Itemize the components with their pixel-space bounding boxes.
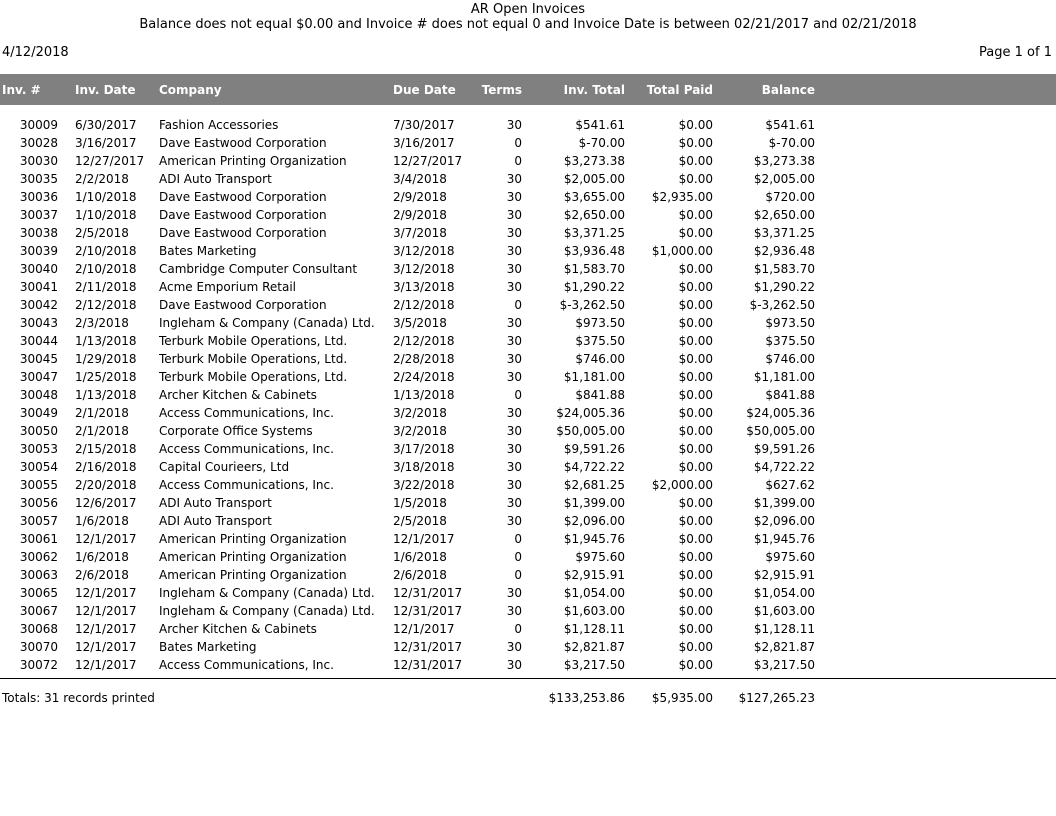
- cell-due-date: 1/5/2018: [393, 496, 447, 510]
- cell-inv-total: $541.61: [575, 118, 625, 132]
- cell-terms: 30: [506, 280, 522, 294]
- cell-total-paid: $0.00: [678, 280, 713, 294]
- cell-inv: 30047: [19, 370, 58, 384]
- cell-terms: 30: [506, 478, 522, 492]
- cell-inv-total: $1,128.11: [563, 622, 625, 636]
- cell-company: American Printing Organization: [159, 550, 347, 564]
- totals-total-paid: $5,935.00: [651, 691, 713, 705]
- cell-inv-total: $1,399.00: [563, 496, 625, 510]
- cell-inv-date: 2/11/2018: [75, 280, 137, 294]
- cell-company: Terburk Mobile Operations, Ltd.: [159, 370, 348, 384]
- cell-inv: 30044: [19, 334, 58, 348]
- cell-balance: $720.00: [765, 190, 815, 204]
- cell-inv: 30028: [19, 136, 58, 150]
- cell-company: Access Communications, Inc.: [159, 658, 334, 672]
- cell-company: Terburk Mobile Operations, Ltd.: [159, 334, 348, 348]
- cell-inv-date: 2/10/2018: [75, 262, 137, 276]
- cell-inv-date: 2/16/2018: [75, 460, 137, 474]
- cell-inv-total: $1,583.70: [563, 262, 625, 276]
- cell-company: Ingleham & Company (Canada) Ltd.: [159, 586, 375, 600]
- cell-inv-total: $4,722.22: [563, 460, 625, 474]
- cell-due-date: 2/9/2018: [393, 190, 447, 204]
- cell-terms: 30: [506, 226, 522, 240]
- cell-company: Archer Kitchen & Cabinets: [159, 622, 317, 636]
- cell-company: Dave Eastwood Corporation: [159, 190, 327, 204]
- cell-inv: 30039: [19, 244, 58, 258]
- cell-inv-total: $3,273.38: [563, 154, 625, 168]
- cell-total-paid: $0.00: [678, 622, 713, 636]
- cell-due-date: 3/18/2018: [393, 460, 455, 474]
- cell-total-paid: $0.00: [678, 658, 713, 672]
- column-header-terms: Terms: [481, 83, 522, 97]
- cell-inv: 30063: [19, 568, 58, 582]
- cell-inv: 30036: [19, 190, 58, 204]
- cell-due-date: 12/31/2017: [393, 640, 463, 654]
- report-filter-subtitle: Balance does not equal $0.00 and Invoice # does not equal 0 and Invoice Date is between 02/21/2017 and 02/21/2018: [139, 17, 917, 32]
- cell-balance: $1,399.00: [753, 496, 815, 510]
- cell-inv-date: 2/6/2018: [75, 568, 129, 582]
- table-row: [0, 188, 1056, 206]
- cell-inv-total: $746.00: [575, 352, 625, 366]
- cell-inv-total: $1,181.00: [563, 370, 625, 384]
- cell-due-date: 2/5/2018: [393, 514, 447, 528]
- cell-total-paid: $0.00: [678, 532, 713, 546]
- cell-due-date: 3/5/2018: [393, 316, 447, 330]
- cell-balance: $1,603.00: [753, 604, 815, 618]
- cell-total-paid: $0.00: [678, 640, 713, 654]
- cell-total-paid: $0.00: [678, 424, 713, 438]
- cell-inv-date: 2/12/2018: [75, 298, 137, 312]
- cell-inv-total: $3,217.50: [563, 658, 625, 672]
- cell-total-paid: $0.00: [678, 406, 713, 420]
- table-row: [0, 440, 1056, 458]
- cell-inv: 30053: [19, 442, 58, 456]
- cell-inv: 30067: [19, 604, 58, 618]
- cell-inv: 30068: [19, 622, 58, 636]
- cell-inv-total: $2,096.00: [563, 514, 625, 528]
- cell-company: American Printing Organization: [159, 154, 347, 168]
- cell-terms: 30: [506, 406, 522, 420]
- cell-company: Ingleham & Company (Canada) Ltd.: [159, 604, 375, 618]
- cell-total-paid: $0.00: [678, 172, 713, 186]
- cell-terms: 30: [506, 316, 522, 330]
- cell-due-date: 3/16/2017: [393, 136, 455, 150]
- cell-inv: 30057: [19, 514, 58, 528]
- table-row: [0, 494, 1056, 512]
- table-row: [0, 278, 1056, 296]
- cell-total-paid: $0.00: [678, 154, 713, 168]
- cell-inv-date: 12/1/2017: [75, 604, 137, 618]
- cell-inv-total: $2,650.00: [563, 208, 625, 222]
- cell-balance: $-3,262.50: [749, 298, 815, 312]
- cell-inv: 30062: [19, 550, 58, 564]
- cell-inv: 30061: [19, 532, 58, 546]
- cell-due-date: 2/12/2018: [393, 334, 455, 348]
- cell-terms: 30: [506, 190, 522, 204]
- cell-terms: 30: [506, 658, 522, 672]
- cell-inv-date: 1/29/2018: [75, 352, 137, 366]
- cell-total-paid: $0.00: [678, 514, 713, 528]
- cell-balance: $2,005.00: [753, 172, 815, 186]
- cell-terms: 0: [514, 298, 522, 312]
- cell-inv-date: 12/1/2017: [75, 658, 137, 672]
- table-row: [0, 206, 1056, 224]
- cell-inv-total: $975.60: [575, 550, 625, 564]
- cell-total-paid: $0.00: [678, 352, 713, 366]
- cell-inv: 30038: [19, 226, 58, 240]
- cell-balance: $746.00: [765, 352, 815, 366]
- table-row: [0, 530, 1056, 548]
- cell-inv-total: $3,371.25: [563, 226, 625, 240]
- cell-company: Access Communications, Inc.: [159, 406, 334, 420]
- cell-terms: 0: [514, 532, 522, 546]
- cell-inv: 30050: [19, 424, 58, 438]
- cell-terms: 30: [506, 334, 522, 348]
- cell-inv: 30048: [19, 388, 58, 402]
- cell-balance: $3,371.25: [753, 226, 815, 240]
- cell-total-paid: $0.00: [678, 442, 713, 456]
- cell-terms: 30: [506, 460, 522, 474]
- table-row: [0, 350, 1056, 368]
- cell-inv: 30045: [19, 352, 58, 366]
- invoice-table-body: [0, 116, 1056, 674]
- column-header-due-date: Due Date: [393, 83, 456, 97]
- cell-due-date: 3/4/2018: [393, 172, 447, 186]
- cell-due-date: 12/31/2017: [393, 658, 463, 672]
- cell-due-date: 2/9/2018: [393, 208, 447, 222]
- cell-company: Dave Eastwood Corporation: [159, 208, 327, 222]
- cell-due-date: 2/24/2018: [393, 370, 455, 384]
- cell-balance: $1,054.00: [753, 586, 815, 600]
- cell-inv-date: 2/10/2018: [75, 244, 137, 258]
- cell-inv-date: 3/16/2017: [75, 136, 137, 150]
- cell-due-date: 3/12/2018: [393, 262, 455, 276]
- table-row: [0, 296, 1056, 314]
- cell-inv-date: 12/1/2017: [75, 622, 137, 636]
- cell-balance: $1,945.76: [753, 532, 815, 546]
- cell-inv: 30056: [19, 496, 58, 510]
- cell-terms: 0: [514, 550, 522, 564]
- column-header-total-paid: Total Paid: [646, 83, 713, 97]
- cell-balance: $375.50: [765, 334, 815, 348]
- cell-inv-date: 6/30/2017: [75, 118, 137, 132]
- cell-company: Dave Eastwood Corporation: [159, 226, 327, 240]
- table-row: [0, 260, 1056, 278]
- cell-balance: $-70.00: [768, 136, 815, 150]
- column-header-inv: Inv. #: [2, 83, 41, 97]
- cell-total-paid: $0.00: [678, 604, 713, 618]
- cell-inv: 30009: [19, 118, 58, 132]
- cell-company: Archer Kitchen & Cabinets: [159, 388, 317, 402]
- cell-inv-date: 2/15/2018: [75, 442, 137, 456]
- cell-due-date: 12/31/2017: [393, 604, 463, 618]
- cell-company: Dave Eastwood Corporation: [159, 298, 327, 312]
- cell-inv-total: $2,681.25: [563, 478, 625, 492]
- cell-company: ADI Auto Transport: [159, 172, 272, 186]
- cell-inv: 30070: [19, 640, 58, 654]
- cell-terms: 30: [506, 172, 522, 186]
- cell-inv-date: 1/10/2018: [75, 190, 137, 204]
- cell-inv: 30065: [19, 586, 58, 600]
- cell-due-date: 3/22/2018: [393, 478, 455, 492]
- cell-terms: 0: [514, 154, 522, 168]
- table-row: [0, 242, 1056, 260]
- table-row: [0, 224, 1056, 242]
- table-row: [0, 116, 1056, 134]
- cell-inv-date: 12/6/2017: [75, 496, 137, 510]
- cell-terms: 30: [506, 352, 522, 366]
- cell-balance: $1,181.00: [753, 370, 815, 384]
- report-title: AR Open Invoices: [470, 2, 586, 17]
- cell-company: Cambridge Computer Consultant: [159, 262, 358, 276]
- cell-company: Access Communications, Inc.: [159, 478, 334, 492]
- cell-company: Bates Marketing: [159, 244, 257, 258]
- cell-inv-total: $1,945.76: [563, 532, 625, 546]
- cell-inv-date: 12/1/2017: [75, 640, 137, 654]
- cell-due-date: 3/17/2018: [393, 442, 455, 456]
- cell-inv-total: $-3,262.50: [559, 298, 625, 312]
- table-row: [0, 386, 1056, 404]
- cell-inv-total: $375.50: [575, 334, 625, 348]
- column-header-inv-total: Inv. Total: [563, 83, 625, 97]
- table-row: [0, 548, 1056, 566]
- cell-terms: 30: [506, 208, 522, 222]
- cell-total-paid: $0.00: [678, 118, 713, 132]
- cell-terms: 30: [506, 442, 522, 456]
- cell-total-paid: $0.00: [678, 208, 713, 222]
- column-header-company: Company: [159, 83, 222, 97]
- cell-total-paid: $1,000.00: [651, 244, 713, 258]
- cell-balance: $841.88: [765, 388, 815, 402]
- cell-total-paid: $0.00: [678, 388, 713, 402]
- cell-company: Access Communications, Inc.: [159, 442, 334, 456]
- cell-balance: $9,591.26: [753, 442, 815, 456]
- cell-company: Capital Courieers, Ltd: [159, 460, 290, 474]
- cell-inv-total: $3,936.48: [563, 244, 625, 258]
- cell-terms: 30: [506, 262, 522, 276]
- cell-balance: $2,096.00: [753, 514, 815, 528]
- cell-company: Terburk Mobile Operations, Ltd.: [159, 352, 348, 366]
- cell-balance: $3,273.38: [753, 154, 815, 168]
- print-date: 4/12/2018: [2, 45, 69, 60]
- cell-inv-date: 1/13/2018: [75, 388, 137, 402]
- totals-balance: $127,265.23: [738, 691, 815, 705]
- totals-inv-total: $133,253.86: [548, 691, 625, 705]
- totals-label: Totals: 31 records printed: [2, 691, 155, 705]
- cell-terms: 0: [514, 388, 522, 402]
- cell-inv-date: 12/1/2017: [75, 532, 137, 546]
- cell-company: Corporate Office Systems: [159, 424, 313, 438]
- cell-company: Bates Marketing: [159, 640, 257, 654]
- column-header-balance: Balance: [761, 83, 815, 97]
- cell-terms: 30: [506, 604, 522, 618]
- cell-due-date: 2/12/2018: [393, 298, 455, 312]
- cell-balance: $2,936.48: [753, 244, 815, 258]
- cell-terms: 30: [506, 244, 522, 258]
- cell-inv-date: 2/1/2018: [75, 406, 129, 420]
- table-row: [0, 584, 1056, 602]
- cell-terms: 30: [506, 370, 522, 384]
- cell-total-paid: $0.00: [678, 370, 713, 384]
- cell-due-date: 2/28/2018: [393, 352, 455, 366]
- cell-due-date: 1/6/2018: [393, 550, 447, 564]
- cell-company: Dave Eastwood Corporation: [159, 136, 327, 150]
- cell-inv-date: 2/3/2018: [75, 316, 129, 330]
- cell-terms: 0: [514, 568, 522, 582]
- cell-terms: 30: [506, 514, 522, 528]
- table-row: [0, 602, 1056, 620]
- cell-inv-total: $1,603.00: [563, 604, 625, 618]
- cell-due-date: 3/2/2018: [393, 406, 447, 420]
- cell-inv: 30042: [19, 298, 58, 312]
- cell-due-date: 12/1/2017: [393, 622, 455, 636]
- cell-total-paid: $0.00: [678, 316, 713, 330]
- cell-inv-total: $24,005.36: [556, 406, 625, 420]
- cell-total-paid: $0.00: [678, 568, 713, 582]
- totals-row: [0, 689, 1056, 707]
- cell-inv-date: 12/27/2017: [75, 154, 145, 168]
- table-row: [0, 152, 1056, 170]
- cell-due-date: 2/6/2018: [393, 568, 447, 582]
- cell-inv: 30054: [19, 460, 58, 474]
- cell-balance: $1,290.22: [753, 280, 815, 294]
- cell-inv-total: $2,915.91: [563, 568, 625, 582]
- cell-total-paid: $0.00: [678, 298, 713, 312]
- cell-due-date: 12/27/2017: [393, 154, 463, 168]
- cell-inv: 30030: [19, 154, 58, 168]
- cell-total-paid: $0.00: [678, 496, 713, 510]
- cell-terms: 0: [514, 622, 522, 636]
- cell-company: ADI Auto Transport: [159, 514, 272, 528]
- table-row: [0, 620, 1056, 638]
- cell-inv-date: 2/5/2018: [75, 226, 129, 240]
- cell-inv-date: 2/2/2018: [75, 172, 129, 186]
- cell-balance: $2,821.87: [753, 640, 815, 654]
- cell-inv-date: 2/20/2018: [75, 478, 137, 492]
- cell-company: Fashion Accessories: [159, 118, 279, 132]
- cell-total-paid: $2,935.00: [651, 190, 713, 204]
- cell-inv: 30040: [19, 262, 58, 276]
- cell-inv-total: $1,290.22: [563, 280, 625, 294]
- cell-inv-total: $3,655.00: [563, 190, 625, 204]
- column-header-inv-date: Inv. Date: [75, 83, 136, 97]
- totals-divider: [0, 678, 1056, 679]
- cell-inv-total: $9,591.26: [563, 442, 625, 456]
- cell-inv-date: 1/6/2018: [75, 514, 129, 528]
- cell-total-paid: $0.00: [678, 226, 713, 240]
- cell-terms: 30: [506, 118, 522, 132]
- cell-inv-total: $-70.00: [578, 136, 625, 150]
- cell-due-date: 1/13/2018: [393, 388, 455, 402]
- table-row: [0, 638, 1056, 656]
- cell-due-date: 3/2/2018: [393, 424, 447, 438]
- cell-total-paid: $0.00: [678, 550, 713, 564]
- table-row: [0, 476, 1056, 494]
- cell-inv-total: $50,005.00: [556, 424, 625, 438]
- cell-total-paid: $0.00: [678, 334, 713, 348]
- cell-inv-date: 1/6/2018: [75, 550, 129, 564]
- table-row: [0, 368, 1056, 386]
- page-indicator: Page 1 of 1: [979, 45, 1052, 60]
- cell-total-paid: $0.00: [678, 262, 713, 276]
- table-row: [0, 422, 1056, 440]
- cell-inv: 30041: [19, 280, 58, 294]
- table-row: [0, 170, 1056, 188]
- cell-inv-total: $841.88: [575, 388, 625, 402]
- cell-due-date: 3/13/2018: [393, 280, 455, 294]
- table-row: [0, 656, 1056, 674]
- cell-balance: $50,005.00: [746, 424, 815, 438]
- cell-balance: $1,583.70: [753, 262, 815, 276]
- cell-terms: 30: [506, 640, 522, 654]
- cell-inv-date: 1/25/2018: [75, 370, 137, 384]
- table-row: [0, 332, 1056, 350]
- cell-total-paid: $2,000.00: [651, 478, 713, 492]
- cell-total-paid: $0.00: [678, 586, 713, 600]
- cell-company: Ingleham & Company (Canada) Ltd.: [159, 316, 375, 330]
- table-row: [0, 566, 1056, 584]
- cell-company: ADI Auto Transport: [159, 496, 272, 510]
- cell-inv-date: 2/1/2018: [75, 424, 129, 438]
- cell-due-date: 3/7/2018: [393, 226, 447, 240]
- cell-due-date: 7/30/2017: [393, 118, 455, 132]
- table-row: [0, 314, 1056, 332]
- cell-inv-date: 12/1/2017: [75, 586, 137, 600]
- cell-balance: $627.62: [765, 478, 815, 492]
- table-row: [0, 404, 1056, 422]
- cell-company: Acme Emporium Retail: [159, 280, 296, 294]
- table-row: [0, 458, 1056, 476]
- cell-balance: $1,128.11: [753, 622, 815, 636]
- cell-inv-date: 1/13/2018: [75, 334, 137, 348]
- cell-company: American Printing Organization: [159, 532, 347, 546]
- cell-inv-total: $2,821.87: [563, 640, 625, 654]
- cell-balance: $3,217.50: [753, 658, 815, 672]
- cell-company: American Printing Organization: [159, 568, 347, 582]
- cell-inv-total: $1,054.00: [563, 586, 625, 600]
- cell-total-paid: $0.00: [678, 460, 713, 474]
- cell-balance: $541.61: [765, 118, 815, 132]
- cell-inv-date: 1/10/2018: [75, 208, 137, 222]
- cell-inv: 30049: [19, 406, 58, 420]
- cell-terms: 0: [514, 136, 522, 150]
- cell-terms: 30: [506, 424, 522, 438]
- cell-terms: 30: [506, 586, 522, 600]
- cell-due-date: 12/31/2017: [393, 586, 463, 600]
- cell-balance: $975.60: [765, 550, 815, 564]
- cell-balance: $2,915.91: [753, 568, 815, 582]
- cell-inv: 30072: [19, 658, 58, 672]
- cell-terms: 30: [506, 496, 522, 510]
- cell-balance: $24,005.36: [746, 406, 815, 420]
- cell-inv: 30037: [19, 208, 58, 222]
- cell-inv: 30035: [19, 172, 58, 186]
- cell-balance: $4,722.22: [753, 460, 815, 474]
- cell-balance: $2,650.00: [753, 208, 815, 222]
- cell-inv-total: $2,005.00: [563, 172, 625, 186]
- table-row: [0, 512, 1056, 530]
- cell-inv: 30055: [19, 478, 58, 492]
- cell-due-date: 12/1/2017: [393, 532, 455, 546]
- cell-inv-total: $973.50: [575, 316, 625, 330]
- cell-inv: 30043: [19, 316, 58, 330]
- table-header: [0, 74, 1056, 105]
- cell-due-date: 3/12/2018: [393, 244, 455, 258]
- cell-balance: $973.50: [765, 316, 815, 330]
- cell-total-paid: $0.00: [678, 136, 713, 150]
- table-row: [0, 134, 1056, 152]
